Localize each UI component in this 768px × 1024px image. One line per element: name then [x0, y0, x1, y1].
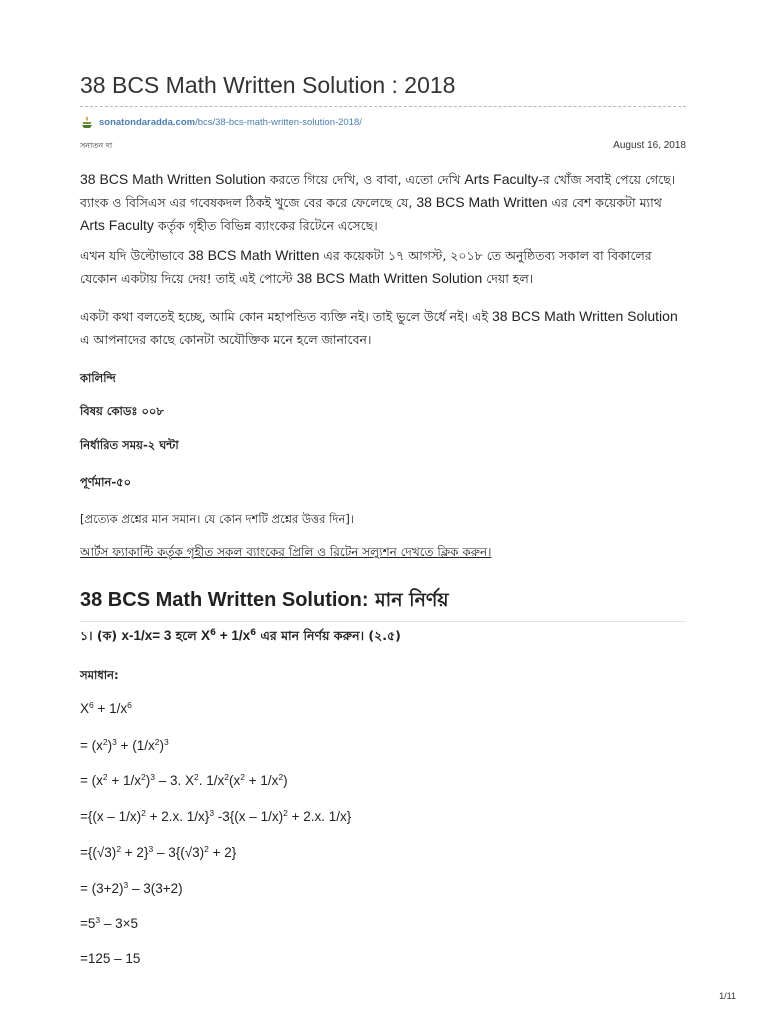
post-date: August 16, 2018 — [613, 140, 686, 151]
subject-code: বিষয় কোডঃ ০০৮ — [80, 404, 164, 418]
exam-time: নির্ধারিত সময়-২ ঘন্টা — [80, 438, 179, 452]
solution-step-5: $=\{(√3)^2 + 2\}^3 - 3\{(√3)^2 + 2\}$ — [80, 844, 237, 860]
full-marks: পূর্ণমান-৫০ — [80, 475, 132, 489]
source-url[interactable] — [80, 113, 362, 131]
site-logo-icon — [80, 115, 94, 129]
post-meta — [80, 140, 686, 154]
post-author: সনাতন দা — [80, 141, 113, 150]
url-domain[interactable]: sonatondaradda.com — [99, 116, 196, 128]
intro-paragraph-1: 38 BCS Math Written Solution করতে গিয়ে দেখি, ও বাবা, এতো দেখি Arts Faculty-র খোঁজ সবাই পেয়ে গেছে। ব্যাংক ও বিসিএস এর গবেষকদল ঠিকই খুজে বের করে ফেলেছে যে, 38 BCS Math Written এর বেশ কয়েকটা ম্যাথ Arts Faculty কর্তৃক গৃহীত বিভিন্ন ব্যাংকের রিটেনে এসেছে। — [80, 171, 676, 233]
solution-step-4: ={(x – 1/x)$^2$ + 2.x. 1/x}$^3$ -3{(x – 1/x)$^2$ + 2.x. 1/x} — [80, 808, 352, 824]
page-title: 38 BCS Math Written Solution : 2018 — [80, 72, 456, 98]
question-1: ১। (ক) x-1/x= 3 হলে $X^6 + 1/x^6$ এর মান নির্ণয় করুন। (২.৫) — [80, 628, 401, 643]
exam-instruction: [প্রত্যেক প্রশ্নের মান সমান। যে কোন দশটি প্রশ্নের উত্তর দিন]। — [80, 512, 354, 526]
solution-step-7: $=5^3 - 3\times 5$ — [80, 915, 139, 931]
page-number: 1/11 — [719, 991, 736, 1001]
solution-step-8: =125 – 15 — [80, 951, 141, 966]
solution-step-3: = $(x^2 + 1/x^2)^3 - 3$. $X^2$. $1/x^2(x^2 + 1/x^2)$ — [80, 772, 288, 788]
arts-faculty-link[interactable]: আর্টস ফ্যাকাল্টি কর্তৃক গৃহীত সকল ব্যাংকের প্রিলি ও রিটেন সল্যুশন দেখতে ক্লিক করুন। — [80, 545, 492, 559]
intro-paragraph-2: এখন যদি উল্টোভাবে 38 BCS Math Written এর কয়েকটা ১৭ আগস্ট, ২০১৮ তে অনুষ্ঠিতব্য সকাল বা বিকালের যেকোন একটায় দিয়ে দেয়! তাই এই পোস্টে 38 BCS Math Written Solution দেয়া হল। — [80, 247, 652, 286]
section-heading: 38 BCS Math Written Solution: মান নির্ণয় — [80, 589, 449, 611]
url-path[interactable]: /bcs/38-bcs-math-written-solution-2018/ — [195, 116, 362, 128]
intro-paragraph-3: একটা কথা বলতেই হচ্ছে, আমি কোন মহাপন্ডিত ব্যক্তি নই। তাই ভুলে উর্ধে নই। এই 38 BCS Math Written Solution এ আপনাদের কাছে কোনটা অযৌক্তিক মনে হলে জানাবেন। — [80, 308, 678, 347]
section-divider — [80, 621, 686, 622]
solution-label: সমাধান: — [80, 668, 119, 682]
solution-step-6: = $(3+2)^3 - 3(3+2)$ — [80, 880, 183, 896]
exam-name: কালিন্দি — [80, 371, 116, 385]
solution-step-1: $X^6 + 1/x^6$ — [80, 700, 132, 716]
title-divider — [80, 106, 686, 107]
solution-step-2: = $(x^2)^3 + (1/x^2)^3$ — [80, 737, 169, 753]
